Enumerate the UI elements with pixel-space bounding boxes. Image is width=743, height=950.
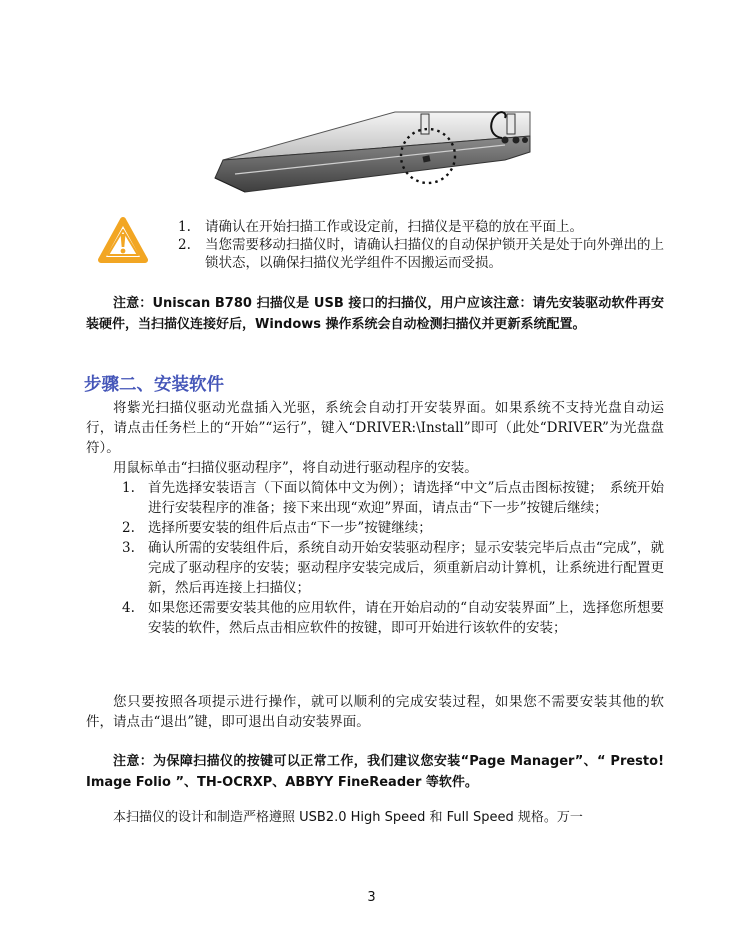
note-usb-interface: 注意：Uniscan B780 扫描仪是 USB 接口的扫描仪，用户应该注意：请先安装驱动软件再安装硬件，当扫描仪连接好后，Windows 操作系统会自动检测扫描仪并更新系统配置。 <box>86 296 664 332</box>
section-heading: 步骤二、安装软件 <box>84 375 224 395</box>
install-step-3 <box>114 538 664 598</box>
warning-icon <box>98 214 148 270</box>
paragraph-driver-install: 用鼠标单击“扫描仪驱动程序”，将自动进行驱动程序的安装。 <box>113 460 478 476</box>
install-step-2 <box>114 518 664 538</box>
install-steps-list <box>114 478 664 638</box>
page-number: 3 <box>367 890 376 905</box>
caution-item-1 <box>178 218 668 236</box>
caution-item-2 <box>178 236 668 272</box>
step-text: 首先选择安装语言（下面以简体中文为例）；请选择“中文”后点击图标按键； 系统开始进行安装程序的准备；接下来出现“欢迎”界面，请点击“下一步”按键后继续； <box>148 480 664 516</box>
paragraph-usb-spec: 本扫描仪的设计和制造严格遵照 USB2.0 High Speed 和 Full Speed 规格。万一 <box>113 810 583 825</box>
install-step-4 <box>114 598 664 638</box>
paragraph-insert-cd: 将紫光扫描仪驱动光盘插入光驱，系统会自动打开安装界面。如果系统不支持光盘自动运行，请点击任务栏上的“开始”“运行”，键入“DRIVER:\Install”即可（此处“DRIVER”为光盘盘符）。 <box>86 400 664 456</box>
step-number: 1. <box>122 480 135 496</box>
caution-list <box>178 218 668 272</box>
step-text: 确认所需的安装组件后，系统自动开始安装驱动程序；显示安装完毕后点击“完成”，就完成了驱动程序的安装；驱动程序安装完成后，须重新启动计算机，让系统进行配置更新，然后再连接上扫描仪； <box>148 540 664 596</box>
caution-item-text: 当您需要移动扫描仪时，请确认扫描仪的自动保护锁开关是处于向外弹出的上锁状态，以确保扫描仪光学组件不因搬运而受损。 <box>205 237 664 271</box>
caution-item-text: 请确认在开始扫描工作或设定前，扫描仪是平稳的放在平面上。 <box>205 219 583 235</box>
step-number: 3. <box>122 540 135 556</box>
step-text: 如果您还需要安装其他的应用软件，请在开始启动的“自动安装界面”上，选择您所想要安装的软件，然后点击相应软件的按键，即可开始进行该软件的安装； <box>148 600 664 636</box>
paragraph-follow-prompts: 您只要按照各项提示进行操作，就可以顺利的完成安装过程，如果您不需要安装其他的软件，请点击“退出”键，即可退出自动安装界面。 <box>86 694 664 730</box>
caution-item-number: 2. <box>178 237 191 253</box>
step-number: 4. <box>122 600 135 616</box>
scanner-illustration <box>205 100 535 200</box>
install-step-1 <box>114 478 664 518</box>
caution-item-number: 1. <box>178 219 191 235</box>
note-recommended-software: 注意：为保障扫描仪的按键可以正常工作，我们建议您安装“Page Manager”、“ Presto! Image Folio ”、TH-OCRXP、ABBYY FineReader 等软件。 <box>86 754 664 790</box>
step-text: 选择所要安装的组件后点击“下一步”按键继续； <box>148 520 432 536</box>
step-number: 2. <box>122 520 135 536</box>
